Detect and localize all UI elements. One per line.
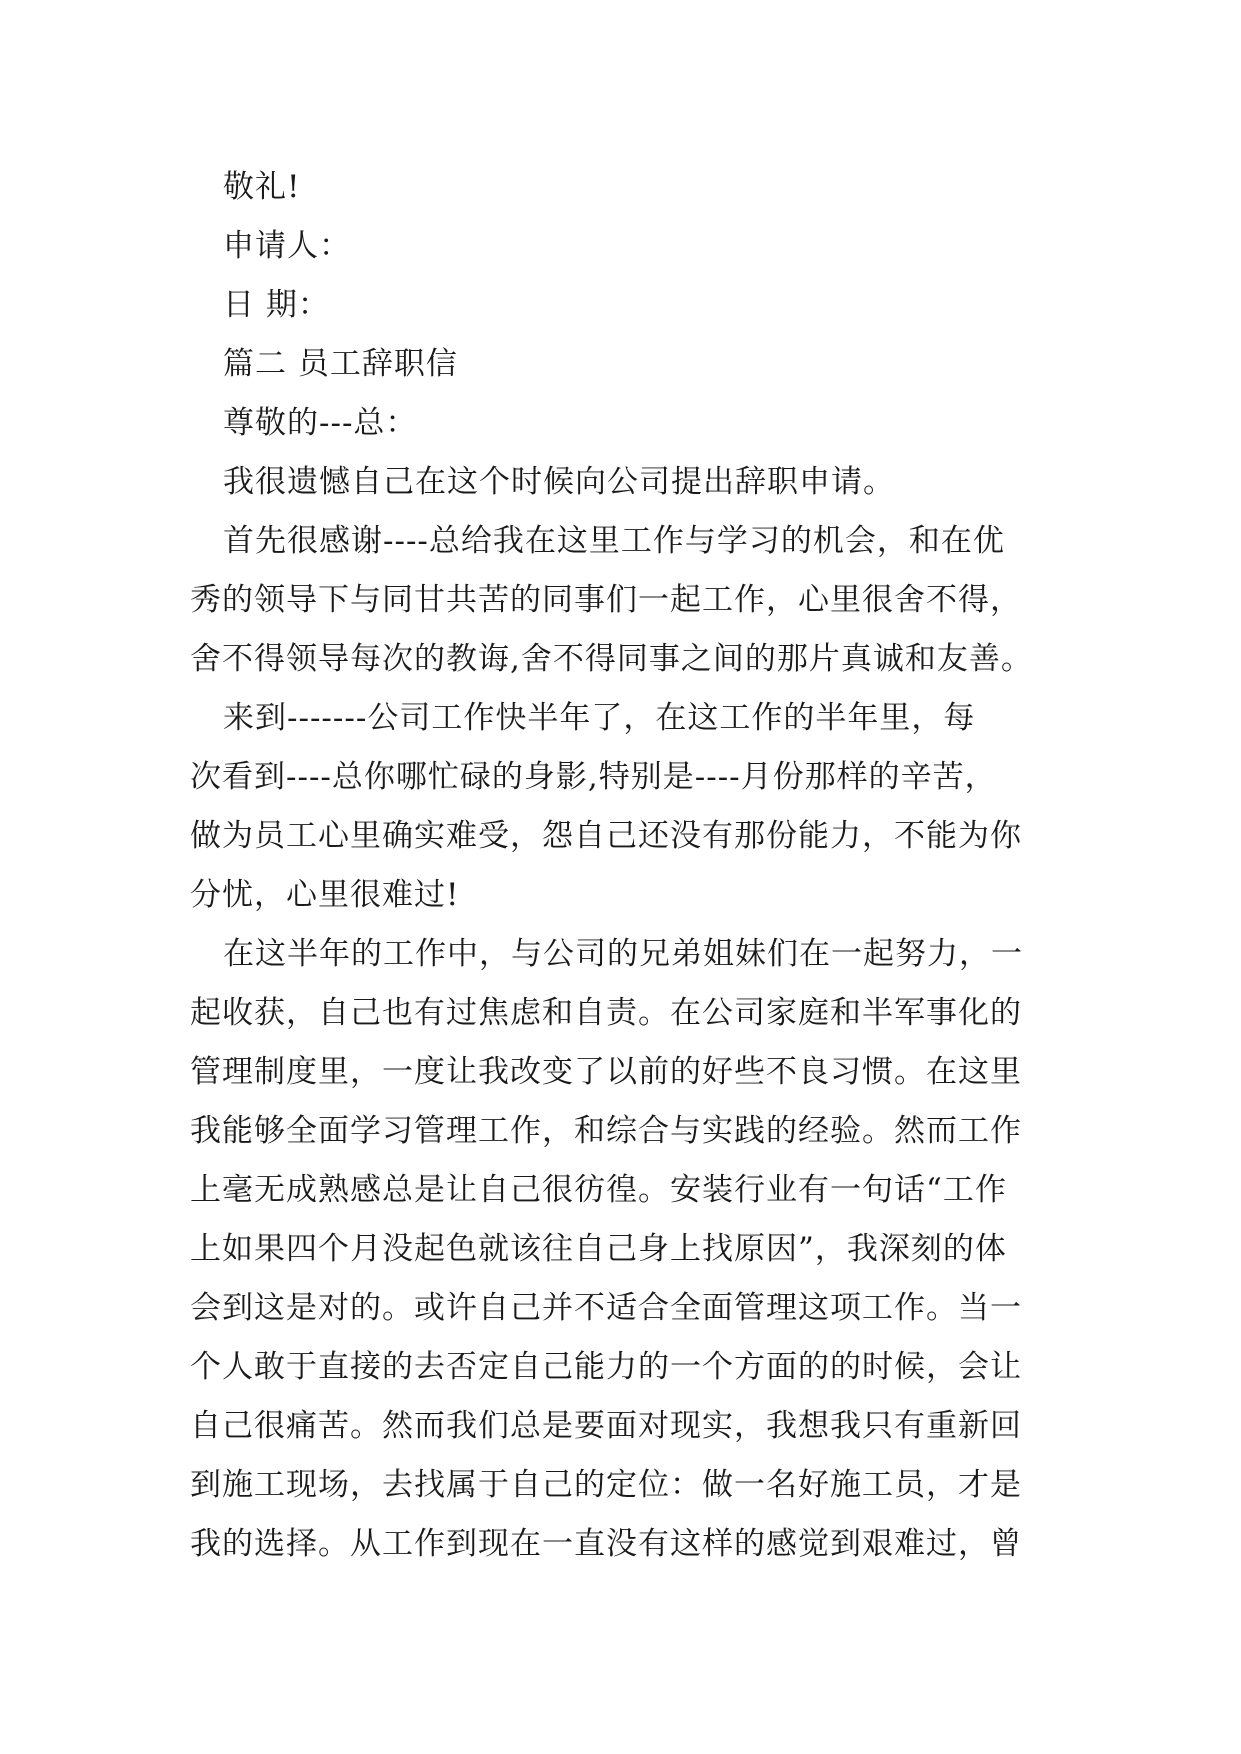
paragraph-line: 个人敢于直接的去否定自己能力的一个方面的的时候，会让 [190, 1349, 1022, 1385]
paragraph [190, 689, 1060, 925]
section-heading: 篇二 员工辞职信 [223, 346, 458, 382]
paragraph-line: 上如果四个月没起色就该往自己身上找原因”，我深刻的体 [190, 1231, 1007, 1267]
paragraph-line: 管理制度里，一度让我改变了以前的好些不良习惯。在这里 [190, 1054, 1022, 1090]
closing-salute: 敬礼! [223, 169, 301, 205]
document-body [190, 158, 1060, 1574]
paragraph-line: 我能够全面学习管理工作，和综合与实践的经验。然而工作 [190, 1113, 1022, 1149]
paragraph-line: 首先很感谢----总给我在这里工作与学习的机会，和在优 [223, 523, 1005, 559]
letter-greeting: 尊敬的---总： [223, 405, 418, 441]
paragraph-line: 到施工现场，去找属于自己的定位：做一名好施工员，才是 [190, 1467, 1022, 1503]
paragraph-line: 舍不得领导每次的教诲,舍不得同事之间的那片真诚和友善。 [190, 641, 1033, 677]
paragraph-line: 上毫无成熟感总是让自己很彷徨。安装行业有一句话“工作 [190, 1172, 1007, 1208]
paragraph [190, 453, 1060, 512]
paragraph-line: 起收获，自己也有过焦虑和自责。在公司家庭和半军事化的 [190, 995, 1022, 1031]
paragraph [190, 925, 1060, 1574]
date-label: 日 期： [223, 287, 330, 323]
paragraph-line: 会到这是对的。或许自己并不适合全面管理这项工作。当一 [190, 1290, 1022, 1326]
paragraph-line: 做为员工心里确实难受，怨自己还没有那份能力，不能为你 [190, 818, 1022, 854]
paragraph-line: 自己很痛苦。然而我们总是要面对现实，我想我只有重新回 [190, 1408, 1022, 1444]
paragraph-line: 我的选择。从工作到现在一直没有这样的感觉到艰难过，曾 [190, 1526, 1022, 1562]
paragraph-line: 我很遗憾自己在这个时候向公司提出辞职申请。 [223, 464, 895, 500]
paragraph [190, 512, 1060, 689]
paragraph-line: 来到-------公司工作快半年了，在这工作的半年里，每 [223, 700, 976, 736]
applicant-label: 申请人： [223, 228, 351, 264]
paragraph-line: 在这半年的工作中，与公司的兄弟姐妹们在一起努力，一 [223, 936, 1023, 972]
paragraph-line: 秀的领导下与同甘共苦的同事们一起工作，心里很舍不得， [190, 582, 1022, 618]
paragraph-line: 次看到----总你哪忙碌的身影,特别是----月份那样的辛苦， [190, 759, 997, 795]
paragraph-line: 分忧，心里很难过! [190, 877, 460, 913]
